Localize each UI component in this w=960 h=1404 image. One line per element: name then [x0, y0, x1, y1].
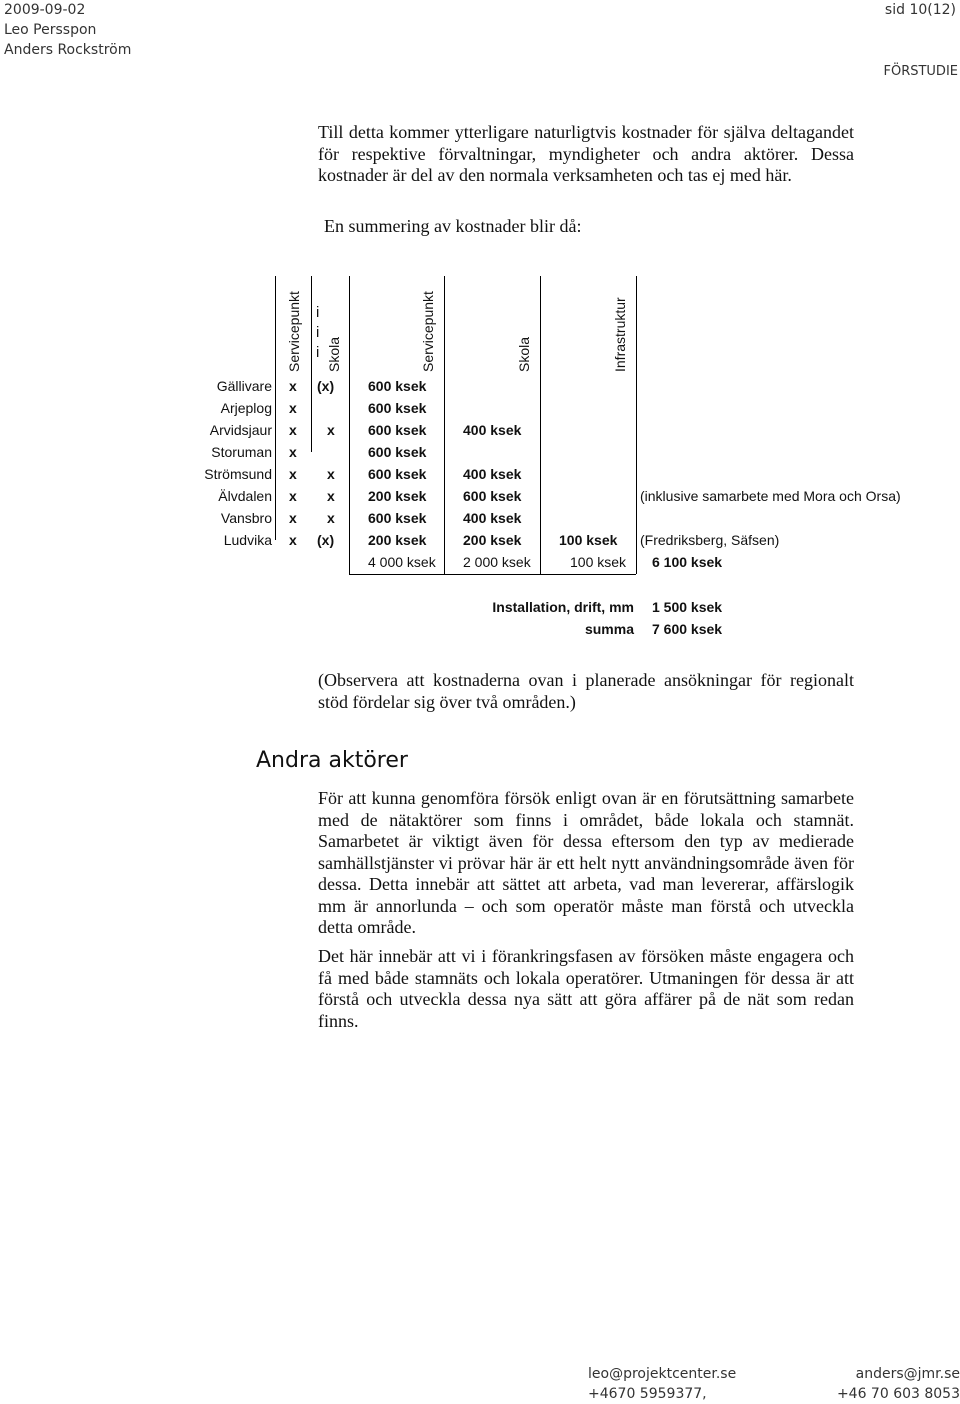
row-cost-service: 600 ksek [368, 422, 427, 438]
col-header-servicepunkt-1: Servicepunkt [286, 291, 302, 372]
row-cost-service: 200 ksek [368, 532, 427, 548]
section-paragraph-2: Det här innebär att vi i förankringsfasen av försöken måste engagera och få med både stamnäts och lokala operatörer. Utmaningen för dessa är att förstå och utveckla dessa nya sätt att göra affärer på de nät som redan finns. [318, 946, 854, 1031]
row-cost-service: 200 ksek [368, 488, 427, 504]
row-name: Storuman [211, 444, 272, 460]
stray-mark: i [316, 344, 320, 361]
col-header-skola-2: Skola [516, 336, 532, 372]
row-school-mark: x [327, 422, 335, 438]
grid-line [540, 276, 541, 574]
footer-email-1: leo@projektcenter.se [588, 1366, 737, 1382]
row-service-mark: x [289, 532, 297, 548]
grid-line [311, 276, 312, 452]
total-grand: 6 100 ksek [652, 554, 723, 570]
row-cost-service: 600 ksek [368, 510, 427, 526]
total-infra: 100 ksek [570, 554, 627, 570]
grid-line [275, 276, 276, 540]
col-header-servicepunkt-2: Servicepunkt [420, 291, 436, 372]
row-school-mark: x [327, 466, 335, 482]
row-cost-infra: 100 ksek [559, 532, 618, 548]
row-school-mark: (x) [317, 378, 335, 394]
summa-value: 7 600 ksek [652, 621, 723, 637]
summary-line: En summering av kostnader blir då: [324, 216, 582, 236]
header-doc-type: FÖRSTUDIE [883, 64, 958, 79]
row-cost-service: 600 ksek [368, 378, 427, 394]
section-heading: Andra aktörer [256, 748, 408, 773]
row-name: Arjeplog [220, 400, 272, 416]
row-cost-school: 400 ksek [463, 466, 522, 482]
row-cost-school: 400 ksek [463, 422, 522, 438]
row-service-mark: x [289, 378, 297, 394]
install-value: 1 500 ksek [652, 599, 723, 615]
row-note: (Fredriksberg, Säfsen) [640, 532, 780, 548]
row-cost-service: 600 ksek [368, 466, 427, 482]
row-service-mark: x [289, 444, 297, 460]
intro-paragraph: Till detta kommer ytterligare naturligtvis kostnader för själva deltagandet för respektive förvaltningar, myndigheter och andra aktörer. Dessa kostnader är del av den normala verksamheten och tas ej med här. [318, 122, 854, 185]
row-cost-service: 600 ksek [368, 444, 427, 460]
section-paragraph-1: För att kunna genomföra försök enligt ovan är en förutsättning samarbete med de nätaktörer som finns i området, både lokala och stamnät. Samarbetet är viktigt även för dessa eftersom den typ av medierade samhällstjänster vi prövar här är ett helt nytt användningsområde även för dessa. Detta innebär att sättet att arbeta, vad man levererar, affärslogik mm är annorlunda – och som operatör måste man förstå och utveckla detta område. [318, 788, 854, 937]
header-author-1: Leo Persspon [4, 22, 97, 38]
row-note: (inklusive samarbete med Mora och Orsa) [640, 488, 901, 504]
observation-paragraph: (Observera att kostnaderna ovan i planerade ansökningar för regionalt stöd fördelar sig över två områden.) [318, 670, 854, 712]
row-cost-service: 600 ksek [368, 400, 427, 416]
grid-line [636, 276, 637, 574]
row-name: Strömsund [204, 466, 272, 482]
grid-line [349, 276, 350, 574]
header-date: 2009-09-02 [4, 2, 86, 18]
row-name: Arvidsjaur [209, 422, 272, 438]
row-name: Vansbro [220, 510, 272, 526]
row-service-mark: x [289, 488, 297, 504]
footer-phone-2: +46 70 603 8053 [836, 1386, 960, 1402]
row-name: Gällivare [216, 378, 272, 394]
stray-mark: i [316, 304, 320, 321]
row-name: Älvdalen [218, 488, 272, 504]
install-label: Installation, drift, mm [492, 599, 634, 615]
row-service-mark: x [289, 466, 297, 482]
stray-mark: i [316, 324, 320, 341]
col-header-infrastruktur: Infrastruktur [612, 297, 628, 372]
row-cost-school: 200 ksek [463, 532, 522, 548]
grid-line [444, 276, 445, 574]
row-service-mark: x [289, 422, 297, 438]
total-school: 2 000 ksek [463, 554, 531, 570]
col-header-skola-1: Skola [326, 336, 342, 372]
row-school-mark: (x) [317, 532, 335, 548]
summa-label: summa [584, 621, 634, 637]
row-service-mark: x [289, 510, 297, 526]
footer-phone-1: +4670 5959377, [588, 1386, 707, 1402]
header-author-2: Anders Rockström [4, 42, 132, 58]
grid-line [349, 574, 636, 575]
row-cost-school: 400 ksek [463, 510, 522, 526]
row-name: Ludvika [223, 532, 272, 548]
row-service-mark: x [289, 400, 297, 416]
row-school-mark: x [327, 510, 335, 526]
total-service: 4 000 ksek [368, 554, 436, 570]
footer-email-2: anders@jmr.se [855, 1366, 960, 1382]
row-school-mark: x [327, 488, 335, 504]
row-cost-school: 600 ksek [463, 488, 522, 504]
header-page-number: sid 10(12) [884, 2, 956, 18]
